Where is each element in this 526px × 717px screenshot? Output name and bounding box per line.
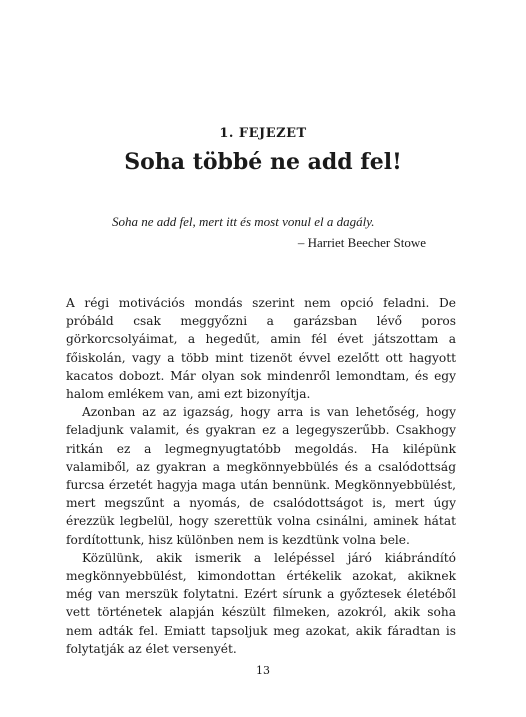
- epigraph-author: – Harriet Beecher Stowe: [297, 235, 426, 250]
- body-text: [66, 294, 456, 658]
- page-number: 13: [256, 664, 270, 677]
- paragraph: A régi motivációs mondás szerint nem opció feladni. De próbáld csak meggyőzni a garázsban lévő poros görkorcsolyáimat, a hegedűt, amin fél évet játszottam a főiskolán, vagy a több mint tizenöt évvel ezelőtt ott hagyott kacatos dobozt. Már olyan sok mindenről lemondtam, és egy halom emlékem van, ami ezt bizonyítja.: [66, 296, 456, 402]
- paragraph: Közülünk, akik ismerik a lelépéssel járó kiábrándító megkönnyebbülést, kimondottan értékelik azokat, akiknek még van merszük folytatni. Ezért sírunk a győztesek életéből vett történetek alapján készült filmeken, azokról, akik soha nem adták fel. Emiatt tapsoljuk meg azokat, akik fáradtan is folytatják az élet versenyét.: [66, 550, 456, 656]
- paragraph: Azonban az az igazság, hogy arra is van lehetőség, hogy feladjunk valamit, és gyakran ez a legegyszerűbb. Csakhogy ritkán ez a legmegnyugtatóbb megoldás. Ha kilépünk valamiből, az gyakran a megkönnyebbülés és a csalódottság furcsa érzetét hagyja maga után bennünk. Megkönnyebbülést, mert megszűnt a nyomás, de csalódottságot is, mert úgy érezzük legbelül, hogy szerettük volna csinálni, aminek hátat fordítottunk, hisz különben nem is kezdtünk volna bele.: [66, 405, 456, 547]
- chapter-title: Soha többé ne add fel!: [124, 149, 402, 175]
- epigraph-quote: Soha ne add fel, mert itt és most vonul el a dagály.: [112, 214, 375, 229]
- epigraph: [112, 211, 426, 253]
- chapter-label: 1. FEJEZET: [219, 126, 307, 141]
